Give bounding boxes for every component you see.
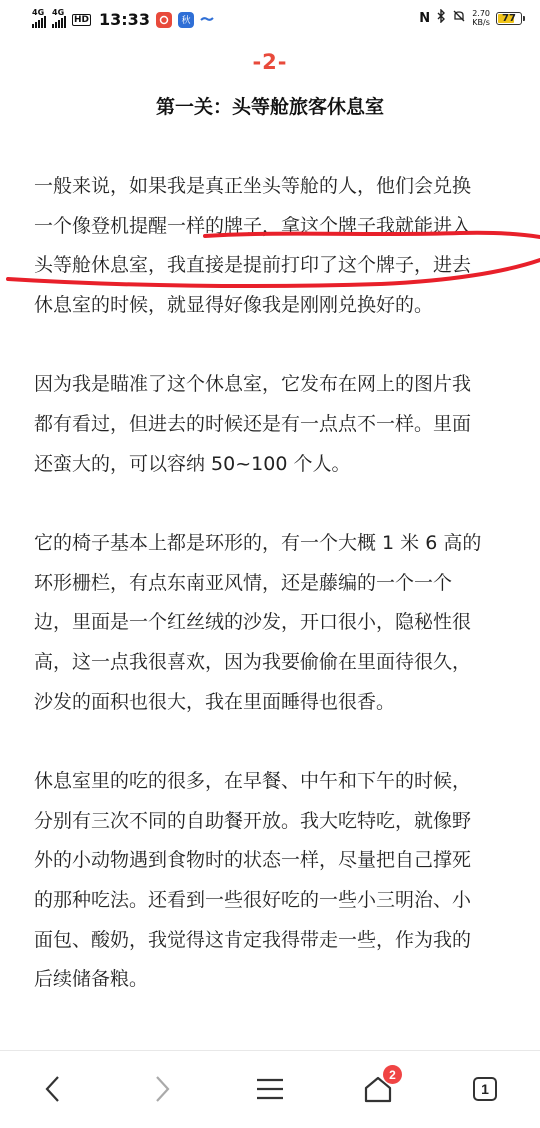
text-line: 因为我是瞄准了这个休息室，它发布在网上的图片我: [34, 373, 472, 396]
back-button[interactable]: [30, 1067, 76, 1111]
chevron-left-icon: [43, 1075, 63, 1103]
notification-app-icon: 秋: [178, 12, 194, 28]
speed-value: 2.70: [472, 9, 490, 18]
text-line: 休息室里的吃的很多，在早餐、中午和下午的时候，: [34, 770, 472, 793]
status-right: [419, 9, 522, 27]
text-line: 环形栅栏，有点东南亚风情，还是藤编的一个一个: [34, 571, 453, 594]
paragraph: [34, 524, 512, 722]
text-line: 沙发的面积也很大，我在里面睡得也很香。: [34, 690, 396, 713]
article-body: [34, 167, 512, 1040]
chevron-right-icon: [152, 1075, 172, 1103]
status-left: [32, 7, 214, 29]
network-type-label: 4G: [32, 7, 45, 17]
page-number: -2-: [252, 50, 288, 74]
clock: 13:33: [99, 10, 150, 29]
paragraph: [34, 762, 512, 1000]
tab-count: 1: [473, 1077, 497, 1101]
hamburger-menu-icon: [256, 1077, 284, 1101]
battery-icon: [496, 12, 522, 25]
paragraph: [34, 365, 512, 484]
text-line: 的那种吃法。还看到一些很好吃的一些小三明治、小: [34, 888, 472, 911]
home-badge: 2: [383, 1065, 402, 1084]
notification-app-icon: [156, 12, 172, 28]
tabs-button[interactable]: [462, 1067, 508, 1111]
dash-icon: [200, 12, 214, 27]
signal-icon-1: [32, 7, 46, 28]
bluetooth-icon: [436, 9, 446, 27]
paragraph: [34, 167, 512, 325]
text-line: 一个像登机提醒一样的牌子，拿这个牌子我就能进入: [34, 214, 472, 237]
text-line: 休息室的时候，就显得好像我是刚刚兑换好的。: [34, 293, 434, 316]
text-line: 面包、酸奶，我觉得这肯定我得带走一些，作为我的: [34, 928, 472, 951]
status-bar: [0, 0, 540, 38]
home-button[interactable]: [355, 1067, 401, 1111]
network-speed: [472, 9, 490, 27]
text-line: 头等舱休息室，我直接是提前打印了这个牌子，进去: [34, 254, 472, 277]
mute-icon: [452, 9, 466, 27]
menu-button[interactable]: [247, 1067, 293, 1111]
text-line: 都有看过，但进去的时候还是有一点点不一样。里面: [34, 412, 472, 435]
battery-level: 77: [502, 12, 516, 24]
bottom-nav-bar: [0, 1051, 540, 1128]
nfc-icon: N: [419, 10, 431, 26]
text-line: 它的椅子基本上都是环形的，有一个大概 1 米 6 高的: [34, 532, 482, 555]
hd-voice-icon: HD: [74, 14, 90, 25]
text-line: 一般来说，如果我是真正坐头等舱的人，他们会兑换: [34, 175, 472, 197]
text-line: 高，这一点我很喜欢，因为我要偷偷在里面待很久，: [34, 650, 472, 673]
signal-icon-2: [52, 7, 66, 28]
text-line: 外的小动物遇到食物时的状态一样，尽量把自己撑死: [34, 849, 472, 872]
text-line: 分别有三次不同的自助餐开放。我大吃特吃，就像野: [34, 809, 472, 832]
text-line: 后续储备粮。: [34, 968, 149, 991]
chapter-title: 第一关：头等舱旅客休息室: [155, 96, 384, 118]
speed-unit: KB/s: [472, 18, 490, 27]
forward-button[interactable]: [139, 1067, 185, 1111]
text-line: 还蛮大的，可以容纳 50~100 个人。: [34, 452, 351, 475]
network-type-label: 4G: [52, 7, 65, 17]
text-line: 边，里面是一个红丝绒的沙发，开口很小，隐秘性很: [34, 611, 472, 634]
